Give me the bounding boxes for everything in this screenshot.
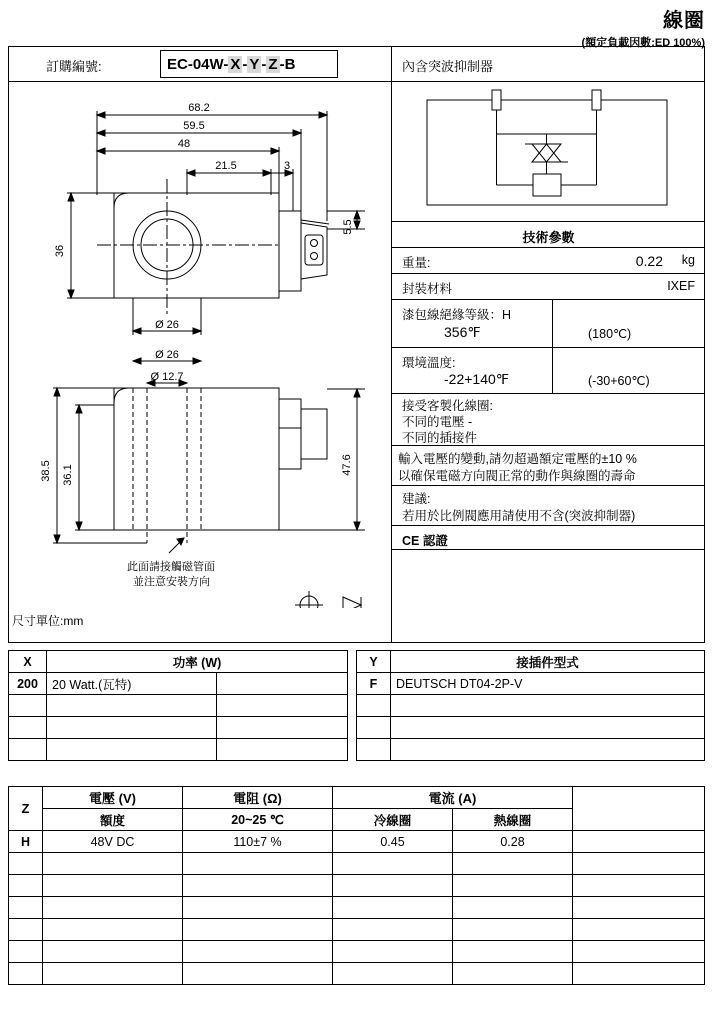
z-row-6-voltage	[43, 963, 183, 985]
x-row-0-value: 20 Watt.(瓦特)	[47, 673, 217, 695]
z-row-0-resistance: 110±7 %	[183, 831, 333, 853]
z-row-0-code: H	[9, 831, 43, 853]
y-connector-table	[356, 650, 705, 761]
z-row-5-cold	[333, 941, 453, 963]
x-col-code: X	[9, 651, 47, 673]
table-row	[9, 673, 348, 695]
z-row-4-code	[9, 919, 43, 941]
table-row	[357, 695, 705, 717]
z-row-6-cold	[333, 963, 453, 985]
dim-dia-26-bottom: Ø 26	[155, 349, 179, 361]
tech-recommend-label: 建議:	[402, 492, 431, 506]
tech-insulation-c: (180℃)	[588, 327, 632, 341]
tech-material-value: IXEF	[667, 279, 695, 293]
y-row-2-code	[357, 717, 391, 739]
table-row	[9, 853, 705, 875]
dim-36-1: 36.1	[62, 464, 74, 486]
table-row	[9, 831, 705, 853]
dim-47-6: 47.6	[341, 454, 353, 476]
z-row-4-cold	[333, 919, 453, 941]
tech-voltage-note-line1: 輸入電壓的變動,請勿超過額定電壓的±10 %	[398, 452, 637, 466]
z-row-3-resistance	[183, 897, 333, 919]
z-sub-cold: 冷線圈	[333, 809, 453, 831]
tech-row-custom	[392, 394, 705, 446]
z-sub-voltage: 額度	[43, 809, 183, 831]
dim-dia-26-top: Ø 26	[155, 319, 179, 331]
suppressor-header	[392, 46, 705, 82]
tech-ambient-c: (-30+60℃)	[588, 374, 650, 388]
z-row-6-resistance	[183, 963, 333, 985]
order-dash-2: -	[261, 56, 267, 73]
tech-row-ambient	[392, 348, 705, 394]
dim-59-5: 59.5	[183, 120, 205, 132]
z-row-5-hot	[453, 941, 573, 963]
z-row-5-spare	[573, 941, 705, 963]
z-row-0-voltage: 48V DC	[43, 831, 183, 853]
dim-36: 36	[54, 244, 66, 258]
x-row-1-code	[9, 695, 47, 717]
order-z-cell: Z	[268, 56, 278, 73]
z-row-2-hot	[453, 875, 573, 897]
y-row-0-value: DEUTSCH DT04-2P-V	[391, 673, 705, 695]
table-row	[9, 875, 705, 897]
tech-row-voltage-note	[392, 446, 705, 486]
x-col-power: 功率 (W)	[47, 651, 348, 673]
x-row-0-code: 200	[9, 673, 47, 695]
z-row-1-hot	[453, 853, 573, 875]
z-col-resistance: 電阻 (Ω)	[183, 787, 333, 809]
dimension-unit-note: 尺寸單位:mm	[12, 614, 84, 628]
z-row-0-cold: 0.45	[333, 831, 453, 853]
z-row-1-cold	[333, 853, 453, 875]
tech-recommend-line2: 若用於比例閥應用請使用不含(突波抑制器)	[402, 509, 636, 523]
dim-38-5: 38.5	[40, 460, 52, 482]
tech-ambient-label: 環境溫度:	[402, 356, 456, 370]
table-row	[9, 717, 348, 739]
table-row	[9, 739, 348, 761]
z-col-code: Z	[9, 787, 43, 831]
x-row-3-value	[47, 739, 217, 761]
z-row-3-code	[9, 897, 43, 919]
y-row-0-code: F	[357, 673, 391, 695]
z-row-3-spare	[573, 897, 705, 919]
order-number-row	[8, 46, 391, 82]
z-row-5-resistance	[183, 941, 333, 963]
tech-ce-label: CE 認證	[402, 534, 448, 548]
tech-custom-line2: 不同的電壓 -	[402, 415, 473, 429]
z-row-2-code	[9, 875, 43, 897]
tech-weight-value: 0.22	[635, 253, 663, 269]
z-col-spare	[573, 787, 705, 831]
order-number-box	[160, 50, 338, 78]
circuit-diagram	[392, 82, 705, 222]
x-row-1-value	[47, 695, 217, 717]
y-row-3-value	[391, 739, 705, 761]
tech-insulation-label: 漆包線絕緣等級：H	[402, 308, 512, 322]
mounting-note-line1: 此面請接觸磁管面	[127, 561, 215, 573]
z-sub-hot: 熱線圈	[453, 809, 573, 831]
z-col-current: 電流 (A)	[333, 787, 573, 809]
x-power-table	[8, 650, 348, 761]
table-row	[357, 673, 705, 695]
table-row	[9, 941, 705, 963]
table-row	[9, 787, 705, 809]
x-row-2-extra	[217, 717, 348, 739]
mounting-note-line2: 並注意安裝方向	[133, 576, 210, 588]
z-sub-resistance: 20~25 ℃	[183, 809, 333, 831]
y-row-1-code	[357, 695, 391, 717]
z-row-5-code	[9, 941, 43, 963]
y-row-3-code	[357, 739, 391, 761]
order-dash-1: -	[242, 56, 248, 73]
tech-weight-unit: kg	[681, 253, 695, 267]
dim-dia-12-7: Ø 12.7	[150, 371, 184, 383]
table-row	[357, 651, 705, 673]
z-row-4-voltage	[43, 919, 183, 941]
tech-ambient-divider	[552, 348, 553, 393]
z-row-4-resistance	[183, 919, 333, 941]
z-row-2-spare	[573, 875, 705, 897]
technical-drawing	[9, 83, 390, 608]
y-row-2-value	[391, 717, 705, 739]
page-title: 線圈	[663, 10, 705, 32]
dim-68-2: 68.2	[188, 102, 210, 114]
tech-params-title: 技術參數	[392, 222, 705, 248]
y-col-type: 接插件型式	[391, 651, 705, 673]
tech-custom-label: 接受客製化線圈:	[402, 399, 493, 413]
z-row-1-resistance	[183, 853, 333, 875]
tech-material-label: 封裝材料	[402, 282, 453, 296]
table-row	[9, 651, 348, 673]
y-col-code: Y	[357, 651, 391, 673]
z-row-1-spare	[573, 853, 705, 875]
tech-row-insulation	[392, 300, 705, 348]
x-row-0-extra	[217, 673, 348, 695]
z-row-2-cold	[333, 875, 453, 897]
tech-insulation-divider	[552, 300, 553, 347]
tech-row-material	[392, 274, 705, 300]
tech-weight-label: 重量:	[402, 256, 431, 270]
z-row-4-spare	[573, 919, 705, 941]
table-row	[357, 739, 705, 761]
table-row	[357, 717, 705, 739]
order-prefix: EC-04W-	[167, 56, 229, 73]
suppressor-header-label: 內含突波抑制器	[402, 59, 494, 74]
x-row-3-code	[9, 739, 47, 761]
order-number-code	[167, 56, 295, 73]
order-suffix: -B	[279, 56, 296, 73]
z-row-0-spare	[573, 831, 705, 853]
tech-row-ce	[392, 526, 705, 550]
z-col-voltage: 電壓 (V)	[43, 787, 183, 809]
tech-insulation-f: 356℉	[444, 324, 481, 340]
order-number-label: 訂購編號:	[46, 59, 102, 74]
dim-48: 48	[177, 138, 191, 150]
tech-row-recommend	[392, 486, 705, 526]
order-x-cell: X	[230, 56, 241, 73]
tech-custom-line3: 不同的插接件	[402, 431, 478, 445]
z-row-3-cold	[333, 897, 453, 919]
dim-5-5: 5.5	[342, 219, 354, 235]
z-row-1-code	[9, 853, 43, 875]
page-header	[582, 4, 705, 50]
z-row-3-voltage	[43, 897, 183, 919]
page-subtitle: (額定負載因數:ED 100%)	[581, 37, 705, 49]
z-row-3-hot	[453, 897, 573, 919]
z-row-6-code	[9, 963, 43, 985]
table-row	[9, 695, 348, 717]
z-electrical-table	[8, 786, 705, 985]
z-row-1-voltage	[43, 853, 183, 875]
dim-21-5: 21.5	[215, 160, 237, 172]
tech-voltage-note-line2: 以確保電磁方向閥正常的動作與線圈的壽命	[398, 469, 636, 483]
table-row	[9, 919, 705, 941]
z-row-4-hot	[453, 919, 573, 941]
dim-3: 3	[283, 160, 291, 172]
z-row-6-spare	[573, 963, 705, 985]
x-row-3-extra	[217, 739, 348, 761]
x-row-2-code	[9, 717, 47, 739]
order-y-cell: Y	[249, 56, 260, 73]
z-row-0-hot: 0.28	[453, 831, 573, 853]
z-row-2-resistance	[183, 875, 333, 897]
z-row-2-voltage	[43, 875, 183, 897]
x-row-2-value	[47, 717, 217, 739]
table-row	[9, 897, 705, 919]
y-row-1-value	[391, 695, 705, 717]
table-row	[9, 963, 705, 985]
z-row-5-voltage	[43, 941, 183, 963]
x-row-1-extra	[217, 695, 348, 717]
tech-ambient-f: -22+140℉	[444, 371, 510, 387]
tech-row-weight	[392, 248, 705, 274]
z-row-6-hot	[453, 963, 573, 985]
